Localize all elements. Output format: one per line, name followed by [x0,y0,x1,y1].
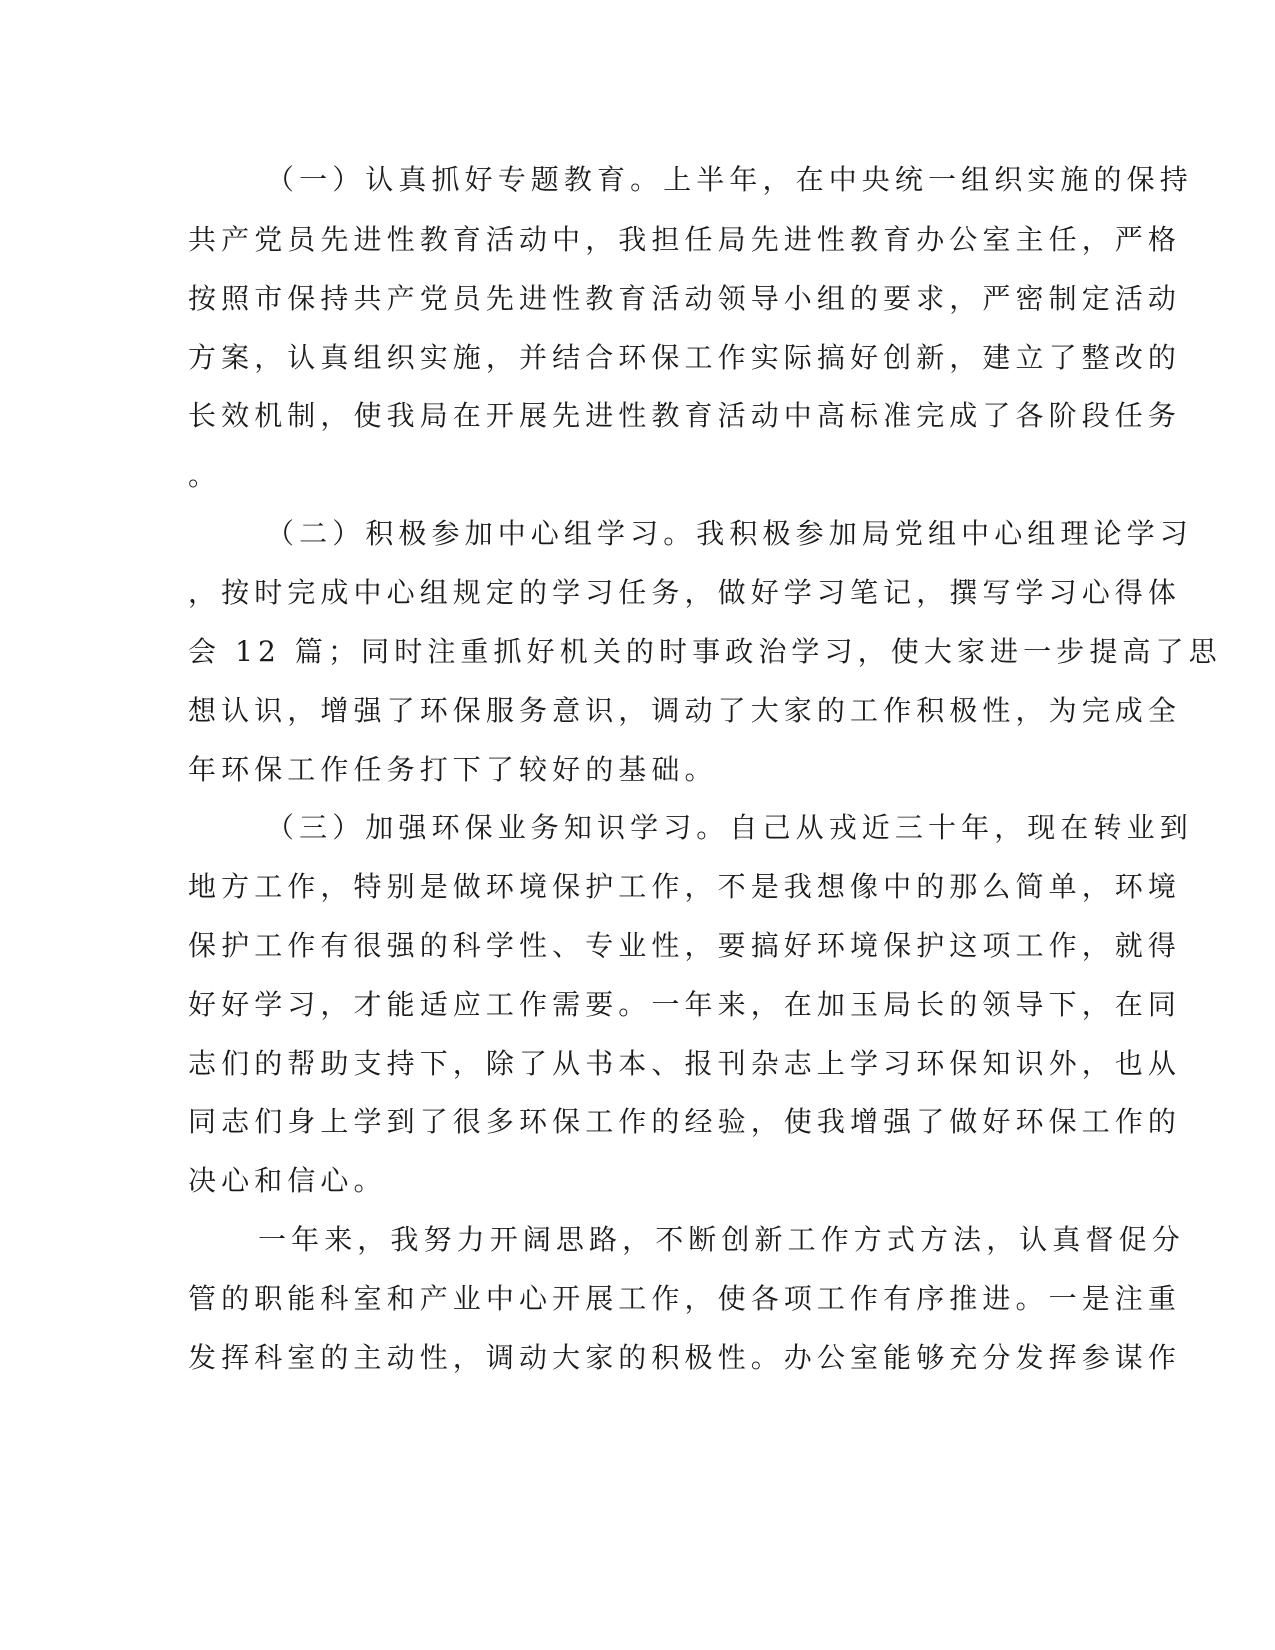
paragraph-1-line-3: 按照市保持共产党员先进性教育活动领导小组的要求，严密制定活动 [188,282,1182,315]
paragraph-4-line-1: 一年来，我努力开阔思路，不断创新工作方式方法，认真督促分 [258,1223,1185,1256]
paragraph-1-line-5: 长效机制，使我局在开展先进性教育活动中高标准完成了各阶段任务 [188,399,1182,432]
paragraph-2-line-3: 会 12 篇；同时注重抓好机关的时事政治学习，使大家进一步提高了思 [188,635,1222,668]
paragraph-1-line-6: 。 [188,459,222,492]
paragraph-3-line-6: 同志们身上学到了很多环保工作的经验，使我增强了做好环保工作的 [188,1105,1182,1138]
paragraph-3-line-5: 志们的帮助支持下，除了从书本、报刊杂志上学习环保知识外，也从 [188,1047,1182,1080]
paragraph-3-line-2: 地方工作，特别是做环境保护工作，不是我想像中的那么简单，环境 [188,870,1182,903]
paragraph-1-line-2: 共产党员先进性教育活动中，我担任局先进性教育办公室主任，严格 [188,223,1182,256]
paragraph-2-line-1: （二）积极参加中心组学习。我积极参加局党组中心组理论学习 [266,517,1193,550]
paragraph-3-line-1: （三）加强环保业务知识学习。自己从戎近三十年，现在转业到 [266,811,1193,844]
paragraph-1-line-1: （一）认真抓好专题教育。上半年，在中央统一组织实施的保持 [266,163,1193,196]
paragraph-4-line-3: 发挥科室的主动性，调动大家的积极性。办公室能够充分发挥参谋作 [188,1341,1182,1374]
paragraph-2-line-2: ，按时完成中心组规定的学习任务，做好学习笔记，撰写学习心得体 [188,576,1182,609]
paragraph-1-line-4: 方案，认真组织实施，并结合环保工作实际搞好创新，建立了整改的 [188,341,1182,374]
paragraph-2-line-5: 年环保工作任务打下了较好的基础。 [188,753,718,786]
paragraph-3-line-4: 好好学习，才能适应工作需要。一年来，在加玉局长的领导下，在同 [188,988,1182,1021]
paragraph-2-line-4: 想认识，增强了环保服务意识，调动了大家的工作积极性，为完成全 [188,694,1182,727]
paragraph-3-line-7: 决心和信心。 [188,1164,387,1197]
paragraph-3-line-3: 保护工作有很强的科学性、专业性，要搞好环境保护这项工作，就得 [188,929,1182,962]
paragraph-4-line-2: 管的职能科室和产业中心开展工作，使各项工作有序推进。一是注重 [188,1282,1182,1315]
